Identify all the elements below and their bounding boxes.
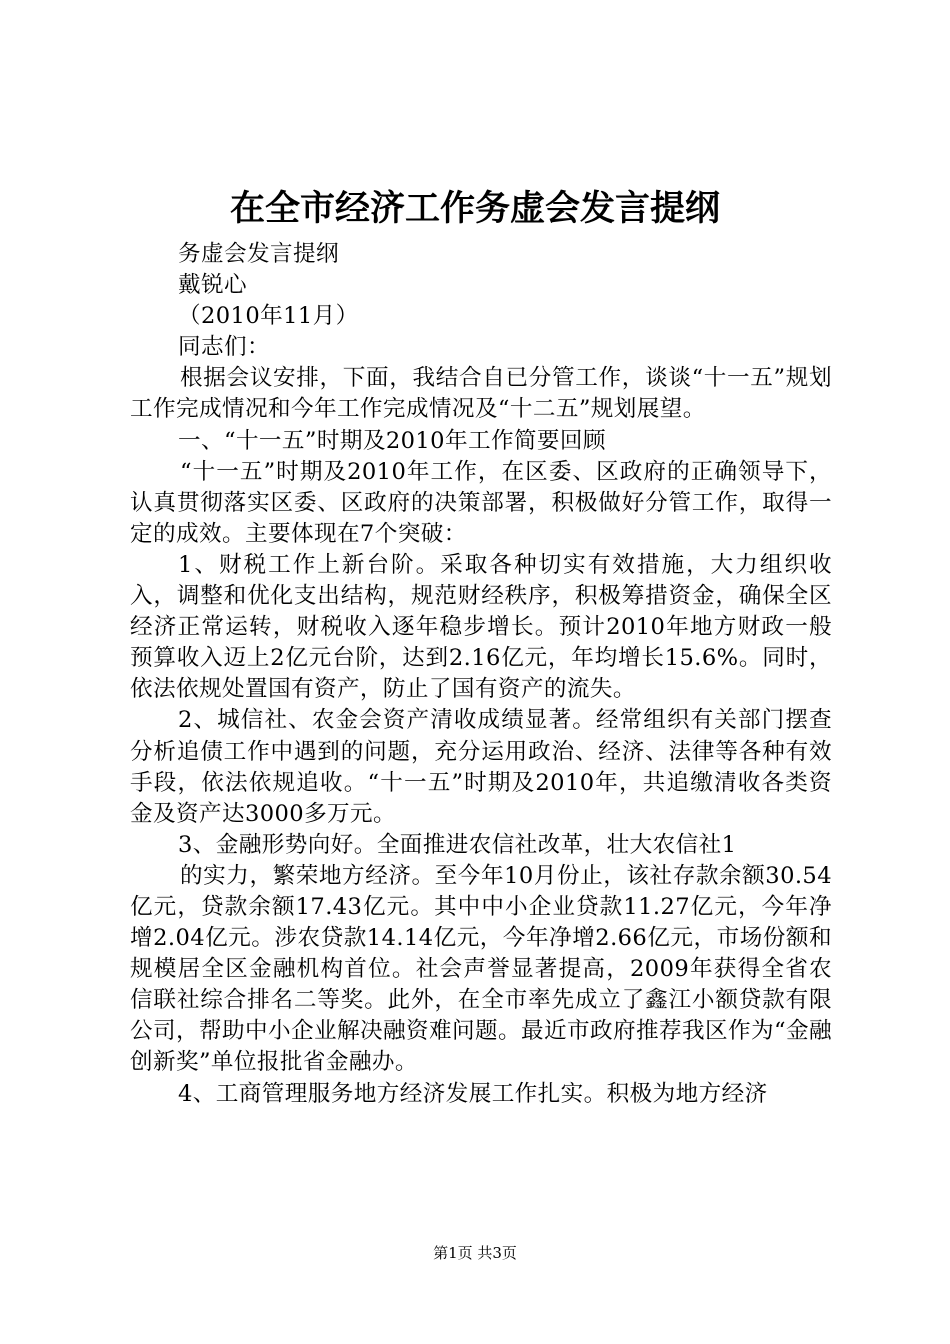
paragraph-item-1: 1、财税工作上新台阶。采取各种切实有效措施，大力组织收入，调整和优化支出结构，规范财经秩序，积极筹措资金，确保全区经济正常运转，财税收入逐年稳步增长。预计2010年地方财政一般预算收入迈上2亿元台阶，达到2.16亿元，年均增长15.6%。同时，依法依规处置国有资产，防止了国有资产的流失。 (130, 551, 832, 703)
paragraph-item-4: 4、工商管理服务地方经济发展工作扎实。积极为地方经济 (178, 1080, 768, 1107)
paragraph-item-3-continued: 的实力，繁荣地方经济。至今年10月份止，该社存款余额30.54亿元，贷款余额17.43亿元。其中中小企业贷款11.27亿元，今年净增2.04亿元。涉农贷款14.14亿元，今年净增2.66亿元，市场份额和规模居全区金融机构首位。社会声誉显著提高，2009年获得全省农信联社综合排名二等奖。此外，在全市率先成立了鑫江小额贷款有限公司，帮助中小企业解决融资难问题。最近市政府推荐我区作为“金融创新奖”单位报批省金融办。 (130, 862, 832, 1076)
paragraph-author: 戴锐心 (178, 272, 247, 299)
paragraph-overview: “十一五”时期及2010年工作，在区委、区政府的正确领导下，认真贯彻落实区委、区政府的决策部署，积极做好分管工作，取得一定的成效。主要体现在7个突破： (130, 458, 832, 547)
paragraph-item-2: 2、城信社、农金会资产清收成绩显著。经常组织有关部门摆查分析追债工作中遇到的问题，充分运用政治、经济、法律等各种有效手段，依法依规追收。“十一五”时期及2010年，共追缴清收各类资金及资产达3000多万元。 (130, 707, 832, 827)
document-title: 在全市经济工作务虚会发言提纲 (229, 188, 720, 229)
section-heading: 一、“十一五”时期及2010年工作简要回顾 (178, 427, 606, 454)
page-footer: 第1页 共3页 (433, 1244, 517, 1262)
document-body (130, 239, 832, 1110)
paragraph-subtitle: 务虚会发言提纲 (178, 241, 339, 267)
paragraph-item-3: 3、金融形势向好。全面推进农信社改革，壮大农信社1 (178, 831, 737, 858)
paragraph-date: （2010年11月） (178, 303, 359, 330)
paragraph-intro: 根据会议安排，下面，我结合自已分管工作，谈谈“十一五”规划工作完成情况和今年工作完成情况及“十二五”规划展望。 (130, 365, 832, 423)
paragraph-salutation: 同志们： (178, 334, 270, 361)
